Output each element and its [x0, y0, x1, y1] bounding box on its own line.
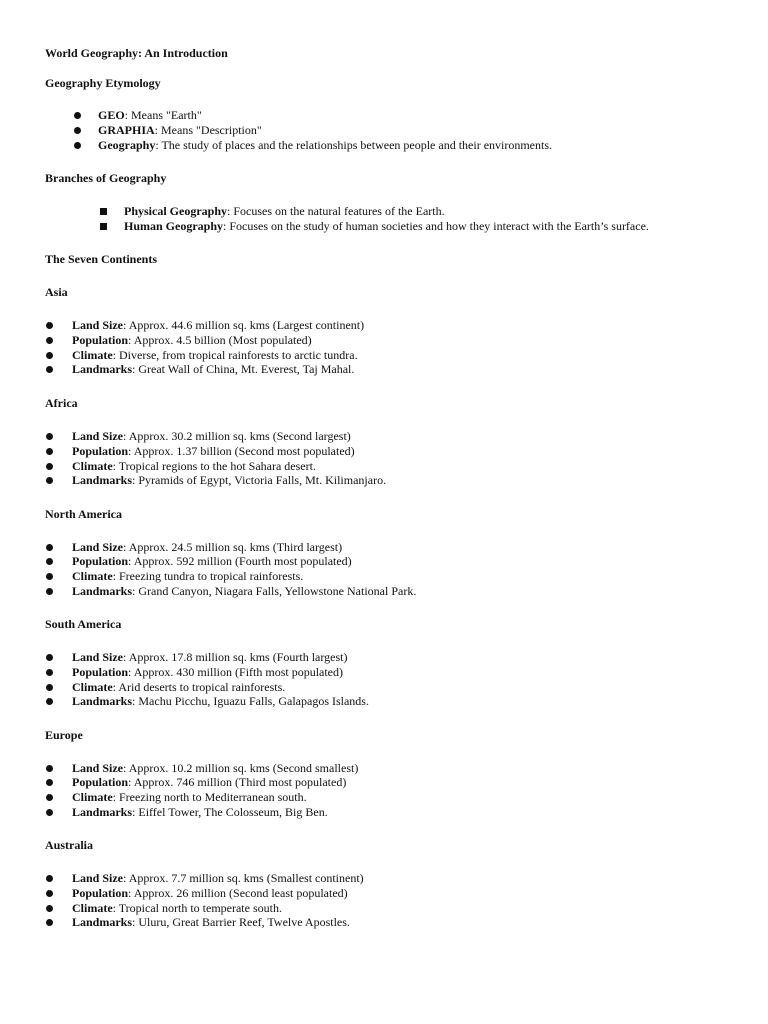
fact-term: Climate — [72, 459, 113, 473]
bullet-icon — [46, 433, 53, 440]
fact-line — [72, 333, 312, 348]
document-title: World Geography: An Introduction — [45, 46, 228, 60]
fact-text: : Approx. 430 million (Fifth most populated) — [128, 665, 344, 679]
etymology-heading: Geography Etymology — [45, 76, 161, 90]
fact-line — [72, 584, 416, 599]
fact-line — [72, 444, 355, 459]
fact-text: : Approx. 4.5 billion (Most populated) — [128, 333, 312, 347]
fact-line — [72, 429, 351, 444]
continent-name: Australia — [45, 838, 93, 852]
continents-heading: The Seven Continents — [45, 252, 158, 266]
fact-term: Landmarks — [72, 362, 133, 376]
fact-term: Land Size — [72, 318, 124, 332]
fact-term: Landmarks — [72, 694, 133, 708]
fact-term: Population — [72, 665, 129, 679]
fact-term: Population — [72, 775, 129, 789]
fact-text: : Approx. 26 million (Second least populated) — [128, 886, 348, 900]
bullet-icon — [46, 654, 53, 661]
fact-line — [72, 901, 282, 916]
continent-name: Asia — [45, 285, 68, 299]
fact-text: : Approx. 24.5 million sq. kms (Third largest) — [123, 540, 343, 554]
bullet-icon — [46, 890, 53, 897]
fact-text: : Approx. 7.7 million sq. kms (Smallest continent) — [123, 871, 364, 885]
fact-term: Climate — [72, 680, 113, 694]
fact-line — [72, 554, 352, 569]
fact-line — [72, 915, 350, 930]
fact-text: : Grand Canyon, Niagara Falls, Yellowstone National Park. — [132, 584, 417, 598]
fact-term: Landmarks — [72, 915, 133, 929]
bullet-icon — [74, 142, 81, 149]
fact-line — [72, 871, 364, 886]
fact-line — [72, 650, 347, 665]
fact-line — [72, 540, 342, 555]
term-description: : Means "Earth" — [124, 108, 202, 122]
fact-line — [72, 318, 364, 333]
bullet-icon — [46, 588, 53, 595]
square-bullet-icon — [100, 223, 107, 230]
term-label: Physical Geography — [124, 204, 228, 218]
bullet-icon — [46, 875, 53, 882]
bullet-icon — [46, 765, 53, 772]
term-description: : Focuses on the natural features of the Earth. — [227, 204, 445, 218]
continent-name: Africa — [45, 396, 78, 410]
bullet-icon — [46, 352, 53, 359]
fact-text: : Approx. 44.6 million sq. kms (Largest continent) — [123, 318, 365, 332]
fact-term: Land Size — [72, 650, 124, 664]
fact-line — [72, 473, 386, 488]
fact-text: : Freezing north to Mediterranean south. — [112, 790, 307, 804]
fact-text: : Pyramids of Egypt, Victoria Falls, Mt. Kilimanjaro. — [132, 473, 387, 487]
fact-text: : Freezing tundra to tropical rainforests. — [112, 569, 304, 583]
fact-text: : Arid deserts to tropical rainforests. — [112, 680, 286, 694]
bullet-icon — [46, 573, 53, 580]
bullet-icon — [74, 112, 81, 119]
bullet-icon — [46, 919, 53, 926]
fact-line — [72, 348, 358, 363]
fact-text: : Eiffel Tower, The Colosseum, Big Ben. — [132, 805, 328, 819]
fact-text: : Tropical regions to the hot Sahara desert. — [112, 459, 316, 473]
fact-line — [72, 775, 346, 790]
fact-text: : Uluru, Great Barrier Reef, Twelve Apostles. — [132, 915, 350, 929]
fact-line — [72, 790, 307, 805]
fact-term: Population — [72, 444, 129, 458]
fact-text: : Approx. 746 million (Third most populated) — [128, 775, 347, 789]
bullet-icon — [74, 127, 81, 134]
fact-term: Land Size — [72, 761, 124, 775]
term-label: GRAPHIA — [98, 123, 155, 137]
term-label: GEO — [98, 108, 125, 122]
fact-text: : Diverse, from tropical rainforests to arctic tundra. — [112, 348, 358, 362]
fact-term: Population — [72, 886, 129, 900]
continent-name: Europe — [45, 728, 83, 742]
fact-line — [72, 886, 348, 901]
term-label: Geography — [98, 138, 156, 152]
fact-term: Landmarks — [72, 805, 133, 819]
term-description: : The study of places and the relationships between people and their environments. — [155, 138, 553, 152]
bullet-icon — [46, 809, 53, 816]
fact-term: Climate — [72, 569, 113, 583]
fact-line — [72, 761, 358, 776]
fact-term: Landmarks — [72, 584, 133, 598]
fact-text: : Machu Picchu, Iguazu Falls, Galapagos Islands. — [132, 694, 369, 708]
bullet-icon — [46, 337, 53, 344]
fact-term: Population — [72, 554, 129, 568]
term-description: : Focuses on the study of human societies and how they interact with the Earth’s surface. — [223, 219, 649, 233]
fact-line — [72, 680, 285, 695]
fact-line — [72, 569, 303, 584]
bullet-icon — [46, 779, 53, 786]
fact-term: Population — [72, 333, 129, 347]
bullet-icon — [46, 905, 53, 912]
fact-text: : Approx. 1.37 billion (Second most populated) — [128, 444, 355, 458]
bullet-icon — [46, 794, 53, 801]
bullet-icon — [46, 669, 53, 676]
bullet-icon — [46, 366, 53, 373]
fact-text: : Approx. 592 million (Fourth most populated) — [128, 554, 352, 568]
bullet-icon — [46, 463, 53, 470]
fact-line — [72, 694, 369, 709]
bullet-icon — [46, 322, 53, 329]
branches-heading: Branches of Geography — [45, 171, 167, 185]
fact-term: Land Size — [72, 871, 124, 885]
fact-term: Climate — [72, 348, 113, 362]
fact-term: Landmarks — [72, 473, 133, 487]
fact-line — [72, 805, 328, 820]
fact-text: : Approx. 10.2 million sq. kms (Second smallest) — [123, 761, 359, 775]
fact-text: : Approx. 17.8 million sq. kms (Fourth largest) — [123, 650, 348, 664]
bullet-icon — [46, 448, 53, 455]
bullet-icon — [46, 477, 53, 484]
continent-name: North America — [45, 507, 122, 521]
bullet-icon — [46, 558, 53, 565]
fact-text: : Approx. 30.2 million sq. kms (Second largest) — [123, 429, 351, 443]
fact-term: Climate — [72, 790, 113, 804]
fact-term: Land Size — [72, 540, 124, 554]
continent-name: South America — [45, 617, 122, 631]
bullet-icon — [46, 698, 53, 705]
fact-term: Climate — [72, 901, 113, 915]
square-bullet-icon — [100, 208, 107, 215]
bullet-icon — [46, 544, 53, 551]
fact-term: Land Size — [72, 429, 124, 443]
fact-line — [72, 459, 316, 474]
fact-line — [72, 362, 354, 377]
term-label: Human Geography — [124, 219, 224, 233]
fact-line — [72, 665, 343, 680]
fact-text: : Tropical north to temperate south. — [112, 901, 282, 915]
fact-text: : Great Wall of China, Mt. Everest, Taj Mahal. — [132, 362, 355, 376]
bullet-icon — [46, 684, 53, 691]
term-description: : Means "Description" — [154, 123, 262, 137]
